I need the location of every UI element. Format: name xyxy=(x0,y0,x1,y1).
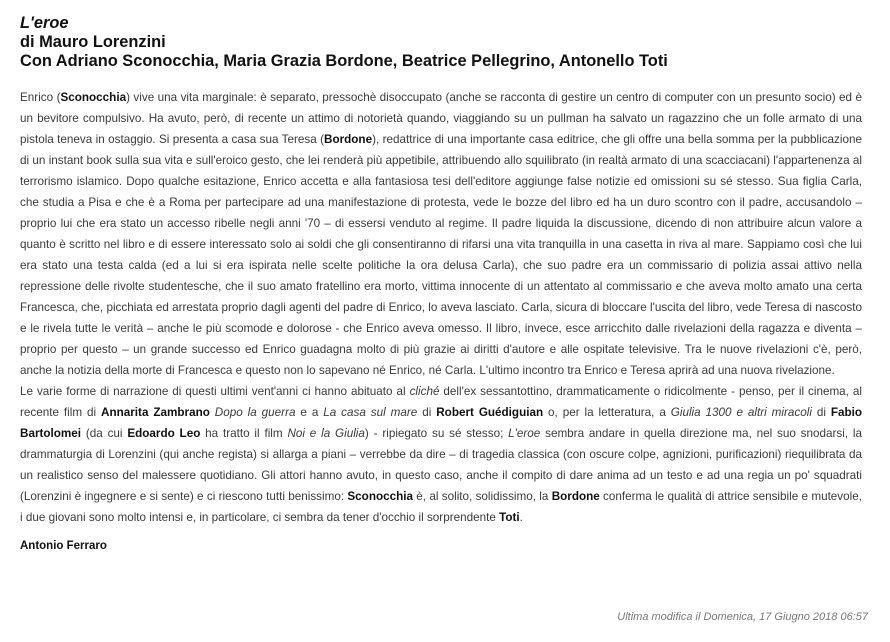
paragraph-review: Le varie forme di narrazione di questi ultimi vent'anni ci hanno abituato al cliché dell'ex sessantottino, drammaticamente o ridicolmente - penso, per il cinema, al recente film di Annarita Zambrano Dopo la guerra e a La casa sul mare di Robert Guédiguian o, per la letteratura, a Giulia 1300 e altri miracoli di Fabio Bartolomei (da cui Edoardo Leo ha tratto il film Noi e la Giulia) - ripiegato su sé stesso; L'eroe sembra andare in quella direzione ma, nel suo snodarsi, la drammaturgia di Lorenzini (qui anche regista) si allarga a piani – verrebbe da dire – di tragedia classica (con oscure colpe, agnizioni, purificazioni) riequilibrata da un realistico senso del malessere quotidiano. Gli attori hanno avuto, in questo caso, anche il compito di dare anima ad un testo e ad una regia un po' squadrati (Lorenzini è ingegnere e si sente) e ci riescono tutti benissimo: Sconocchia è, al solito, solidissimo, la Bordone conferma le qualità di attrice sensibile e mutevole, i due giovani sono molto intensi e, in particolare, ci sembra da tener d'occhio il sorprendente Toti. xyxy=(20,385,863,524)
emphasis: cliché xyxy=(409,385,440,398)
person-name: Annarita Zambrano xyxy=(101,406,210,419)
person-name: Fabio Bartolomei xyxy=(20,406,863,440)
work-title: Giulia 1300 e altri miracoli xyxy=(670,406,812,419)
article xyxy=(20,14,862,552)
actor-name: Sconocchia xyxy=(60,91,127,104)
actor-name: Sconocchia xyxy=(347,490,413,503)
last-modified: Ultima modifica il Domenica, 17 Giugno 2018 06:57 xyxy=(617,611,868,623)
actor-name: Toti xyxy=(499,511,520,524)
person-name: Edoardo Leo xyxy=(127,427,201,440)
actor-name: Bordone xyxy=(551,490,600,503)
work-title: Noi e la Giulia xyxy=(287,427,365,440)
article-header xyxy=(20,14,862,71)
actor-name: Bordone xyxy=(324,133,373,146)
work-title: L'eroe xyxy=(508,427,541,440)
cast-line: Con Adriano Sconocchia, Maria Grazia Bordone, Beatrice Pellegrino, Antonello Toti xyxy=(20,52,668,70)
work-title: Dopo la guerra xyxy=(214,406,296,419)
work-title: La casa sul mare xyxy=(323,406,418,419)
article-body xyxy=(20,87,862,528)
person-name: Robert Guédiguian xyxy=(436,406,544,419)
director-line: di Mauro Lorenzini xyxy=(20,33,166,51)
author-signature: Antonio Ferraro xyxy=(20,540,107,552)
paragraph-plot: Enrico (Sconocchia) vive una vita marginale: è separato, pressochè disoccupato (anche se racconta di gestire un centro di computer con un presunto socio) ed è un bevitore compulsivo. Ha avuto, però, di recente un attimo di notorietà quando, viaggiando su un pullman ha salvato un ragazzino che un folle armato di una pistola teneva in ostaggio. Si presenta a casa sua Teresa (Bordone), redattrice di una importante casa editrice, che gli offre una bella somma per la pubblicazione di un instant book sulla sua vita e sull'eroico gesto, che lei renderà più appetibile, attribuendo allo squilibrato (in realtà armato di una scacciacani) l'appartenenza al terrorismo islamico. Dopo qualche esitazione, Enrico accetta e alla fantasiosa tesi dell'editore aggiunge false notizie ed omissioni su sé stesso. Sua figlia Carla, che studia a Pisa e che è a Roma per partecipare ad una manifestazione di protesta, vede le bozze del libro ed ha un duro scontro con il padre, accusandolo – proprio lui che era stato un accesso ribelle negli anni '70 – di essersi venduto al regime. Il padre liquida la discussione, dicendo di non attribuire alcun valore a quanto è scritto nel libro e di essere interessato solo ai soldi che gli consentiranno di rifarsi una vita tranquilla in una casetta in riva al mare. Sappiamo così che lui era stato una testa calda (ed a lui si era ispirata nelle scelte politiche la ora delusa Carla), che suo padre era un commissario di polizia assai attivo nella repressione delle rivolte studentesche, che il suo amato fratellino era morto, vittima innocente di un attentato al commissario e che aveva molto amato una certa Francesca, che, picchiata ed arrestata proprio dagli agenti del padre di Enrico, lo aveva lasciato. Carla, sicura di bloccare l'uscita del libro, vede Teresa di nascosto e le rivela tutte le verità – anche le più scomode e dolorose - che Enrico aveva omesso. Il libro, invece, esce arricchito dalle rivelazioni della ragazza e diventa – proprio per questo – un grande successo ed Enrico guadagna molto di più grazie ai diritti d'autore e alle ospitate televisive. Tra le nuove rivelazioni c'è, però, anche la notizia della morte di Francesca e questo non lo sapevano né Enrico, né Carla. L'ultimo incontro tra Enrico e Teresa aprirà ad una nuova rivelazione. xyxy=(20,91,862,377)
article-title: L'eroe xyxy=(20,14,69,32)
